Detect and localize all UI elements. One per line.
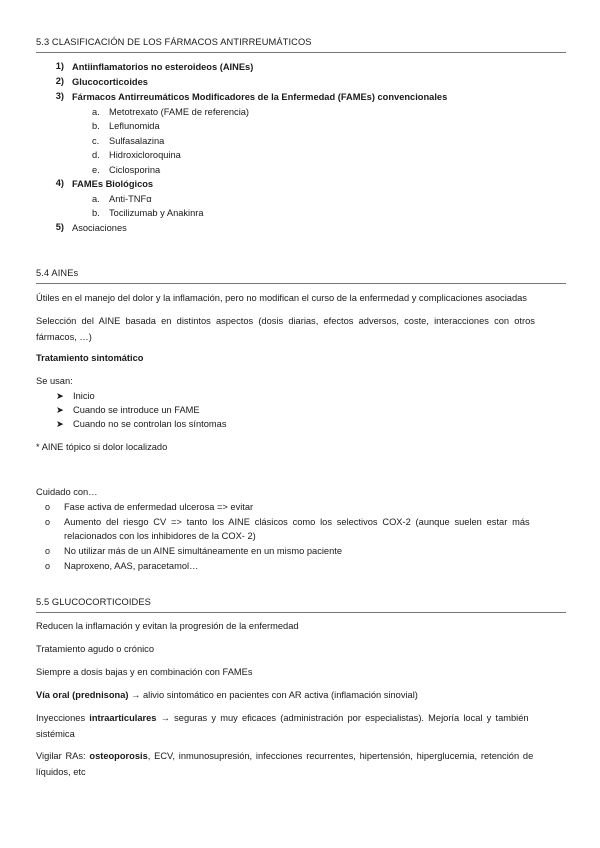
paragraph-via-oral (36, 687, 564, 704)
sub-letter: b. (92, 208, 100, 218)
paragraph: Siempre a dosis bajas y en combinación con FAMEs (36, 667, 253, 677)
sub-item: Leflunomida (109, 121, 160, 131)
list-item-continuation: relacionados con los inhibidores de la COX- 2) (64, 531, 256, 541)
list-number: 3) (55, 91, 64, 101)
circle-bullet-icon: o (45, 517, 51, 527)
circle-bullet-icon: o (45, 561, 51, 571)
text: Vigilar RAs: (36, 751, 90, 761)
sub-letter: a. (92, 194, 100, 204)
list-item: No utilizar más de un AINE simultáneamente en un mismo paciente (64, 546, 343, 556)
sub-item: Sulfasalazina (109, 136, 165, 146)
sub-letter: e. (92, 165, 100, 175)
bold-text: Vía oral (prednisona) (36, 690, 129, 700)
list-item: Glucocorticoides (72, 77, 148, 87)
text: , ECV, inmunosupresión, infecciones recurrentes, hipertensión, hiperglucemia, retención de (147, 751, 534, 761)
circle-bullet-icon: o (45, 502, 51, 512)
text: → seguras y muy eficaces (administración por especialistas). Mejoría local y también (156, 713, 529, 723)
bold-text: osteoporosis (89, 751, 148, 761)
paragraph-inyecciones (36, 710, 564, 727)
arrow-bullet-icon: ➤ (56, 405, 64, 415)
list-item: FAMEs Biológicos (72, 179, 154, 189)
sub-item: Metotrexato (FAME de referencia) (109, 107, 250, 117)
list-number: 1) (55, 61, 64, 71)
paragraph: Reducen la inflamación y evitan la progresión de la enfermedad (36, 621, 299, 631)
text: → alivio sintomático en pacientes con AR activa (inflamación sinovial) (131, 690, 418, 700)
list-item: Fase activa de enfermedad ulcerosa => evitar (64, 502, 254, 512)
sub-letter: b. (92, 121, 100, 131)
paragraph: fármacos, …) (36, 332, 92, 342)
sub-item: Tocilizumab y Anakinra (109, 208, 204, 218)
list-number: 4) (55, 178, 64, 188)
circle-bullet-icon: o (45, 546, 51, 556)
section-heading-5-5: 5.5 GLUCOCORTICOIDES (36, 597, 566, 613)
arrow-bullet-icon: ➤ (56, 391, 64, 401)
list-item: Cuando no se controlan los síntomas (73, 419, 227, 429)
paragraph: líquidos, etc (36, 767, 86, 777)
list-item: Antiinflamatorios no esteroideos (AINEs) (72, 62, 254, 72)
list-item: Asociaciones (72, 223, 127, 233)
list-item: Cuando se introduce un FAME (73, 405, 200, 415)
paragraph: Tratamiento agudo o crónico (36, 644, 154, 654)
arrow-bullet-icon: ➤ (56, 419, 64, 429)
list-number: 5) (55, 222, 64, 232)
sub-letter: d. (92, 150, 100, 160)
list-item: Naproxeno, AAS, paracetamol… (64, 561, 199, 571)
paragraph: Selección del AINE basada en distintos aspectos (dosis diarias, efectos adversos, coste, interacciones con otros (36, 316, 535, 326)
list-item: Fármacos Antirreumáticos Modificadores de la Enfermedad (FAMEs) convencionales (72, 92, 448, 102)
list-item: Aumento del riesgo CV => tanto los AINE clásicos como los selectivos COX-2 (aunque suelen estar más (64, 517, 530, 527)
sub-item: Hidroxicloroquina (109, 150, 181, 160)
paragraph-vigilar (36, 748, 564, 765)
list-number: 2) (55, 76, 64, 86)
paragraph: Se usan: (36, 376, 73, 386)
section-heading-5-3: 5.3 CLASIFICACIÓN DE LOS FÁRMACOS ANTIRREUMÁTICOS (36, 37, 566, 53)
paragraph: Útiles en el manejo del dolor y la inflamación, pero no modifican el curso de la enfermedad y complicaciones asociadas (36, 293, 527, 303)
paragraph: sistémica (36, 729, 75, 739)
text: Inyecciones (36, 713, 90, 723)
sub-letter: c. (92, 136, 100, 146)
section-heading-5-4: 5.4 AINEs (36, 268, 566, 284)
list-item: Inicio (73, 391, 95, 401)
note: * AINE tópico si dolor localizado (36, 442, 168, 452)
sub-item: Ciclosporina (109, 165, 161, 175)
sub-letter: a. (92, 107, 100, 117)
subheading: Tratamiento sintomático (36, 353, 144, 363)
sub-item: Anti-TNFα (109, 194, 152, 204)
bold-text: intraarticulares (89, 713, 157, 723)
paragraph: Cuidado con… (36, 487, 98, 497)
